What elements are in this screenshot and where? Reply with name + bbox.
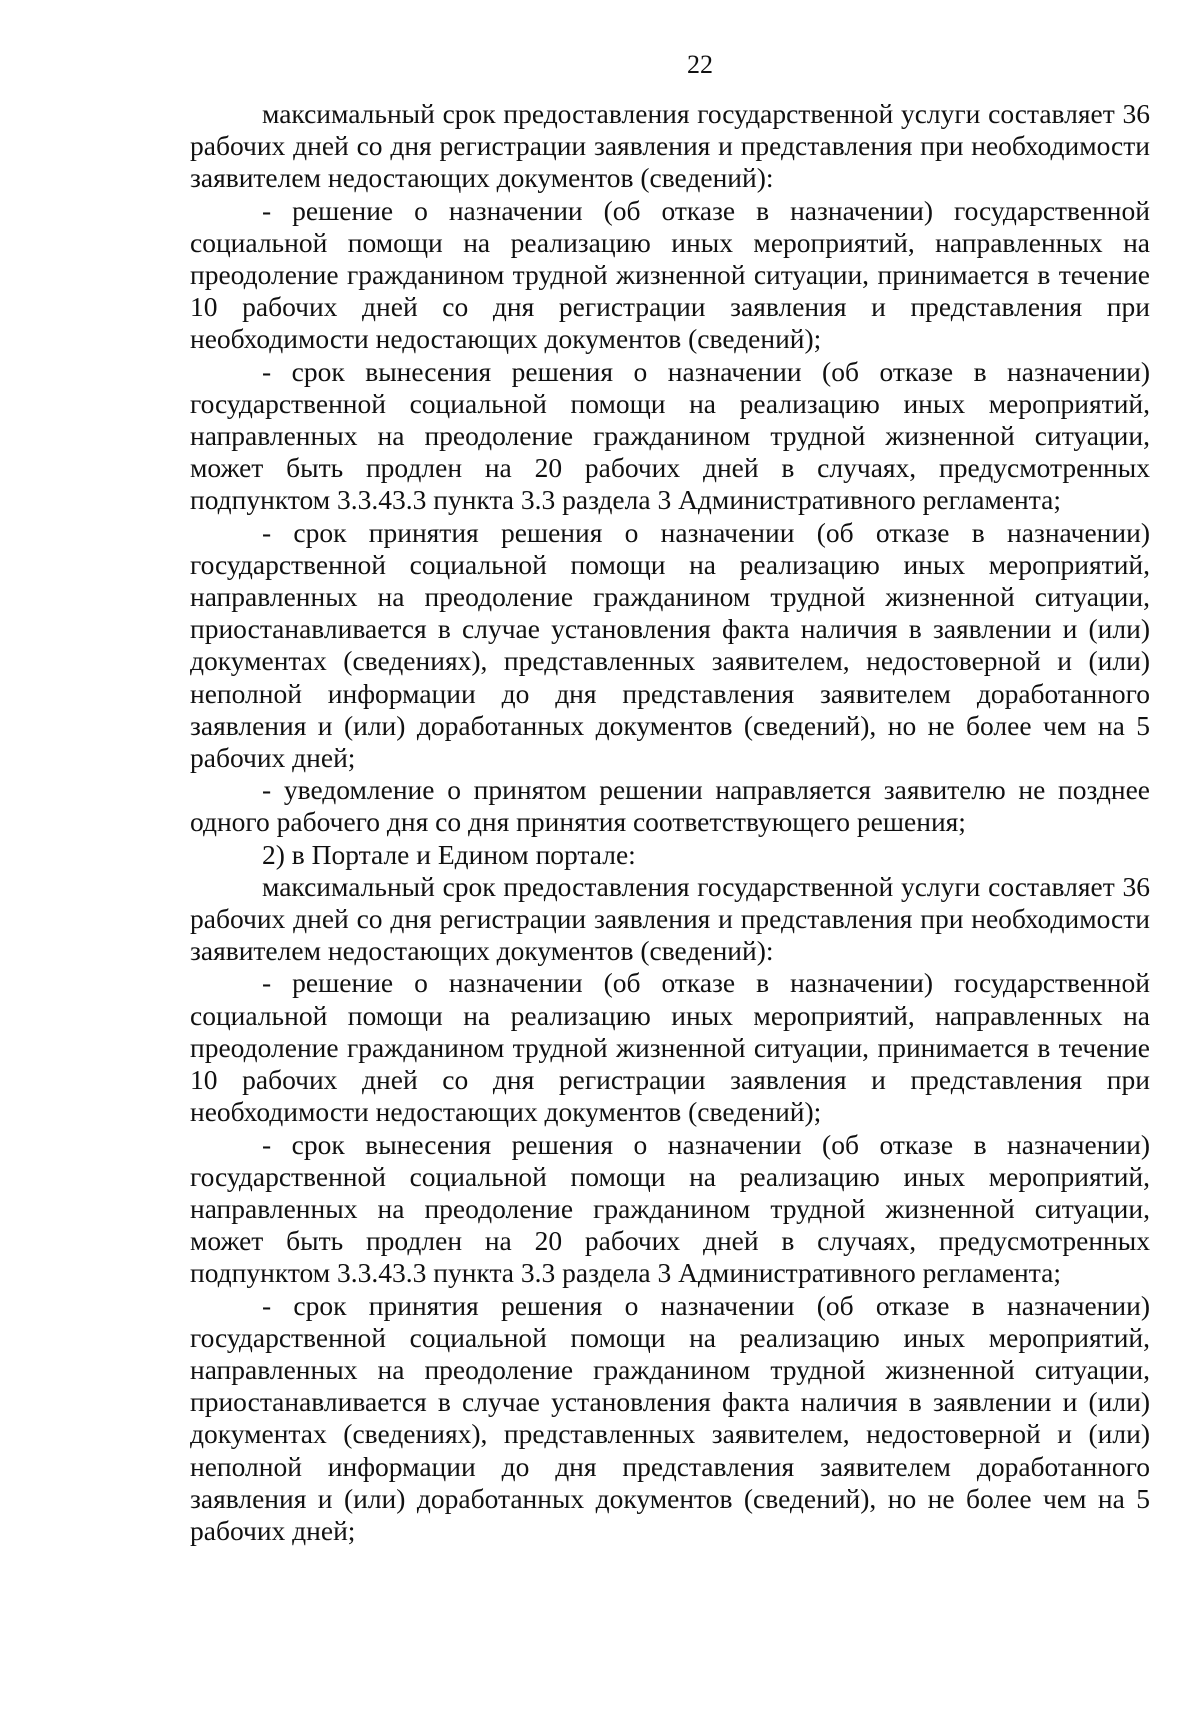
paragraph-notification: - уведомление о принятом решении направляется заявителю не позднее одного рабочего дня со дня принятия соответствующего решения; <box>190 774 1150 838</box>
paragraph-portal-decision-term: - решение о назначении (об отказе в назначении) государственной социальной помощи на реализацию иных мероприятий, направленных на преодоление гражданином трудной жизненной ситуации, принимается в течение 10 рабочих дней со дня регистрации заявления и представления при необходимости недостающих документов (сведений); <box>190 967 1150 1128</box>
paragraph-max-term: максимальный срок предоставления государственной услуги составляет 36 рабочих дней со дня регистрации заявления и представления при необходимости заявителем недостающих документов (сведений): <box>190 98 1150 194</box>
paragraph-suspension-term: - срок принятия решения о назначении (об отказе в назначении) государственной социальной помощи на реализацию иных мероприятий, направленных на преодоление гражданином трудной жизненной ситуации, приостанавливается в случае установления факта наличия в заявлении и (или) документах (сведениях), представленных заявителем, недостоверной и (или) неполной информации до дня представления заявителем доработанного заявления и (или) доработанных документов (сведений), но не более чем на 5 рабочих дней; <box>190 516 1150 774</box>
document-body <box>190 98 1150 1547</box>
paragraph-extension-term: - срок вынесения решения о назначении (об отказе в назначении) государственной социальной помощи на реализацию иных мероприятий, направленных на преодоление гражданином трудной жизненной ситуации, может быть продлен на 20 рабочих дней в случаях, предусмотренных подпунктом 3.3.43.3 пункта 3.3 раздела 3 Административного регламента; <box>190 355 1150 516</box>
page-number: 22 <box>687 50 713 79</box>
paragraph-portal-heading: 2) в Портале и Едином портале: <box>262 838 636 870</box>
paragraph-decision-term: - решение о назначении (об отказе в назначении) государственной социальной помощи на реализацию иных мероприятий, направленных на преодоление гражданином трудной жизненной ситуации, принимается в течение 10 рабочих дней со дня регистрации заявления и представления при необходимости недостающих документов (сведений); <box>190 194 1150 355</box>
paragraph-portal-suspension-term: - срок принятия решения о назначении (об отказе в назначении) государственной социальной помощи на реализацию иных мероприятий, направленных на преодоление гражданином трудной жизненной ситуации, приостанавливается в случае установления факта наличия в заявлении и (или) документах (сведениях), представленных заявителем, недостоверной и (или) неполной информации до дня представления заявителем доработанного заявления и (или) доработанных документов (сведений), но не более чем на 5 рабочих дней; <box>190 1289 1150 1546</box>
paragraph-portal-max-term: максимальный срок предоставления государственной услуги составляет 36 рабочих дней со дня регистрации заявления и представления при необходимости заявителем недостающих документов (сведений): <box>190 870 1150 967</box>
paragraph-portal-extension-term: - срок вынесения решения о назначении (об отказе в назначении) государственной социальной помощи на реализацию иных мероприятий, направленных на преодоление гражданином трудной жизненной ситуации, может быть продлен на 20 рабочих дней в случаях, предусмотренных подпунктом 3.3.43.3 пункта 3.3 раздела 3 Административного регламента; <box>190 1128 1150 1289</box>
